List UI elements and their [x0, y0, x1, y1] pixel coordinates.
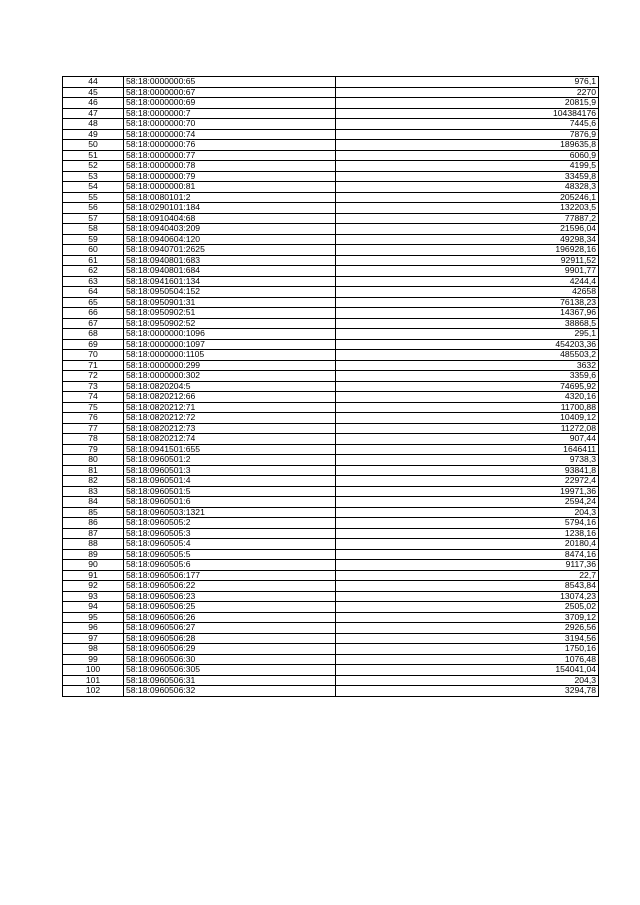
- area-value-cell: 38868,5: [336, 318, 599, 329]
- table-row: [63, 339, 599, 350]
- table-row: [63, 633, 599, 644]
- table-row: [63, 381, 599, 392]
- area-value-cell: 976,1: [336, 77, 599, 88]
- row-number-cell: 48: [63, 119, 124, 130]
- row-number-cell: 75: [63, 402, 124, 413]
- row-number-cell: 73: [63, 381, 124, 392]
- cadastral-number-cell: 58:18:0960506:177: [124, 570, 336, 581]
- area-value-cell: 3294,78: [336, 686, 599, 697]
- row-number-cell: 59: [63, 234, 124, 245]
- row-number-cell: 53: [63, 171, 124, 182]
- area-value-cell: 132203,5: [336, 203, 599, 214]
- area-value-cell: 1750,16: [336, 644, 599, 655]
- table-row: [63, 266, 599, 277]
- table-row: [63, 507, 599, 518]
- table-row: [63, 140, 599, 151]
- area-value-cell: 76138,23: [336, 297, 599, 308]
- area-value-cell: 7876,9: [336, 129, 599, 140]
- cadastral-number-cell: 58:18:0960506:25: [124, 602, 336, 613]
- table-row: [63, 245, 599, 256]
- table-row: [63, 518, 599, 529]
- table-row: [63, 77, 599, 88]
- table-row: [63, 108, 599, 119]
- cadastral-number-cell: 58:18:0960506:305: [124, 665, 336, 676]
- cadastral-number-cell: 58:18:0950504:152: [124, 287, 336, 298]
- area-value-cell: 454203,36: [336, 339, 599, 350]
- row-number-cell: 54: [63, 182, 124, 193]
- table-row: [63, 297, 599, 308]
- table-row: [63, 161, 599, 172]
- cadastral-number-cell: 58:18:0000000:1105: [124, 350, 336, 361]
- cadastral-number-cell: 58:18:0960505:3: [124, 528, 336, 539]
- cadastral-number-cell: 58:18:0960506:27: [124, 623, 336, 634]
- table-row: [63, 171, 599, 182]
- area-value-cell: 9901,77: [336, 266, 599, 277]
- area-value-cell: 10409,12: [336, 413, 599, 424]
- row-number-cell: 87: [63, 528, 124, 539]
- cadastral-number-cell: 58:18:0000000:67: [124, 87, 336, 98]
- cadastral-number-cell: 58:18:0960501:6: [124, 497, 336, 508]
- table-row: [63, 434, 599, 445]
- cadastral-number-cell: 58:18:0820212:71: [124, 402, 336, 413]
- cadastral-number-cell: 58:18:0960505:5: [124, 549, 336, 560]
- table-row: [63, 203, 599, 214]
- row-number-cell: 61: [63, 255, 124, 266]
- cadastral-number-cell: 58:18:0940604:120: [124, 234, 336, 245]
- row-number-cell: 50: [63, 140, 124, 151]
- row-number-cell: 78: [63, 434, 124, 445]
- area-value-cell: 1646411: [336, 444, 599, 455]
- table-row: [63, 98, 599, 109]
- table-row: [63, 528, 599, 539]
- row-number-cell: 98: [63, 644, 124, 655]
- area-value-cell: 196928,16: [336, 245, 599, 256]
- cadastral-number-cell: 58:18:0960501:3: [124, 465, 336, 476]
- row-number-cell: 81: [63, 465, 124, 476]
- table-row: [63, 612, 599, 623]
- cadastral-number-cell: 58:18:0960501:4: [124, 476, 336, 487]
- area-value-cell: 20180,4: [336, 539, 599, 550]
- area-value-cell: 77887,2: [336, 213, 599, 224]
- area-value-cell: 22,7: [336, 570, 599, 581]
- row-number-cell: 80: [63, 455, 124, 466]
- cadastral-number-cell: 58:18:0940701:2625: [124, 245, 336, 256]
- cadastral-number-cell: 58:18:0960506:29: [124, 644, 336, 655]
- row-number-cell: 46: [63, 98, 124, 109]
- area-value-cell: 154041,04: [336, 665, 599, 676]
- row-number-cell: 67: [63, 318, 124, 329]
- cadastral-number-cell: 58:18:0960506:31: [124, 675, 336, 686]
- cadastral-number-cell: 58:18:0960505:2: [124, 518, 336, 529]
- table-row: [63, 591, 599, 602]
- table-row: [63, 686, 599, 697]
- cadastral-number-cell: 58:18:0940801:683: [124, 255, 336, 266]
- row-number-cell: 92: [63, 581, 124, 592]
- area-value-cell: 11700,88: [336, 402, 599, 413]
- row-number-cell: 64: [63, 287, 124, 298]
- table-row: [63, 570, 599, 581]
- cadastral-number-cell: 58:18:0000000:74: [124, 129, 336, 140]
- row-number-cell: 57: [63, 213, 124, 224]
- row-number-cell: 102: [63, 686, 124, 697]
- area-value-cell: 49298,34: [336, 234, 599, 245]
- table-row: [63, 465, 599, 476]
- cadastral-number-cell: 58:18:0820212:74: [124, 434, 336, 445]
- area-value-cell: 3194,56: [336, 633, 599, 644]
- row-number-cell: 66: [63, 308, 124, 319]
- area-value-cell: 2505,02: [336, 602, 599, 613]
- table-row: [63, 644, 599, 655]
- table-row: [63, 119, 599, 130]
- table-row: [63, 402, 599, 413]
- row-number-cell: 86: [63, 518, 124, 529]
- cadastral-number-cell: 58:18:0910404:68: [124, 213, 336, 224]
- cadastral-number-cell: 58:18:0000000:299: [124, 360, 336, 371]
- cadastral-number-cell: 58:18:0820204:5: [124, 381, 336, 392]
- cadastral-number-cell: 58:18:0000000:1096: [124, 329, 336, 340]
- row-number-cell: 63: [63, 276, 124, 287]
- cadastral-number-cell: 58:18:0950902:51: [124, 308, 336, 319]
- row-number-cell: 90: [63, 560, 124, 571]
- table-row: [63, 224, 599, 235]
- table-row: [63, 318, 599, 329]
- row-number-cell: 85: [63, 507, 124, 518]
- area-value-cell: 205246,1: [336, 192, 599, 203]
- row-number-cell: 79: [63, 444, 124, 455]
- table-row: [63, 486, 599, 497]
- area-value-cell: 33459,8: [336, 171, 599, 182]
- area-value-cell: 485503,2: [336, 350, 599, 361]
- table-row: [63, 665, 599, 676]
- table-row: [63, 150, 599, 161]
- cadastral-number-cell: 58:18:0940801:684: [124, 266, 336, 277]
- table-row: [63, 675, 599, 686]
- table-row: [63, 476, 599, 487]
- row-number-cell: 58: [63, 224, 124, 235]
- table-row: [63, 182, 599, 193]
- cadastral-number-cell: 58:18:0950901:31: [124, 297, 336, 308]
- cadastral-number-cell: 58:18:0960505:4: [124, 539, 336, 550]
- parcel-table: [62, 76, 599, 697]
- row-number-cell: 100: [63, 665, 124, 676]
- area-value-cell: 204,3: [336, 507, 599, 518]
- row-number-cell: 55: [63, 192, 124, 203]
- area-value-cell: 22972,4: [336, 476, 599, 487]
- row-number-cell: 93: [63, 591, 124, 602]
- area-value-cell: 19971,36: [336, 486, 599, 497]
- cadastral-number-cell: 58:18:0000000:1097: [124, 339, 336, 350]
- table-row: [63, 497, 599, 508]
- cadastral-number-cell: 58:18:0000000:77: [124, 150, 336, 161]
- table-row: [63, 392, 599, 403]
- row-number-cell: 70: [63, 350, 124, 361]
- area-value-cell: 204,3: [336, 675, 599, 686]
- area-value-cell: 42658: [336, 287, 599, 298]
- row-number-cell: 99: [63, 654, 124, 665]
- area-value-cell: 9117,36: [336, 560, 599, 571]
- area-value-cell: 2926,56: [336, 623, 599, 634]
- area-value-cell: 4320,16: [336, 392, 599, 403]
- row-number-cell: 62: [63, 266, 124, 277]
- row-number-cell: 76: [63, 413, 124, 424]
- row-number-cell: 88: [63, 539, 124, 550]
- row-number-cell: 89: [63, 549, 124, 560]
- area-value-cell: 74695,92: [336, 381, 599, 392]
- area-value-cell: 11272,08: [336, 423, 599, 434]
- row-number-cell: 68: [63, 329, 124, 340]
- area-value-cell: 2270: [336, 87, 599, 98]
- area-value-cell: 295,1: [336, 329, 599, 340]
- table-row: [63, 308, 599, 319]
- table-row: [63, 329, 599, 340]
- cadastral-number-cell: 58:18:0960506:28: [124, 633, 336, 644]
- row-number-cell: 94: [63, 602, 124, 613]
- area-value-cell: 9738,3: [336, 455, 599, 466]
- row-number-cell: 44: [63, 77, 124, 88]
- table-row: [63, 444, 599, 455]
- row-number-cell: 71: [63, 360, 124, 371]
- area-value-cell: 8543,84: [336, 581, 599, 592]
- area-value-cell: 3359,6: [336, 371, 599, 382]
- area-value-cell: 6060,9: [336, 150, 599, 161]
- parcel-table-body: [63, 77, 599, 697]
- cadastral-number-cell: 58:18:0820212:73: [124, 423, 336, 434]
- cadastral-number-cell: 58:18:0820212:72: [124, 413, 336, 424]
- cadastral-number-cell: 58:18:0940403:209: [124, 224, 336, 235]
- area-value-cell: 2594,24: [336, 497, 599, 508]
- area-value-cell: 92911,52: [336, 255, 599, 266]
- table-row: [63, 360, 599, 371]
- row-number-cell: 83: [63, 486, 124, 497]
- table-row: [63, 255, 599, 266]
- table-row: [63, 87, 599, 98]
- table-row: [63, 423, 599, 434]
- cadastral-number-cell: 58:18:0941601:134: [124, 276, 336, 287]
- row-number-cell: 52: [63, 161, 124, 172]
- table-row: [63, 129, 599, 140]
- area-value-cell: 7445,6: [336, 119, 599, 130]
- area-value-cell: 13074,23: [336, 591, 599, 602]
- area-value-cell: 3709,12: [336, 612, 599, 623]
- cadastral-number-cell: 58:18:0960506:22: [124, 581, 336, 592]
- cadastral-number-cell: 58:18:0960503:1321: [124, 507, 336, 518]
- area-value-cell: 1076,48: [336, 654, 599, 665]
- cadastral-number-cell: 58:18:0960506:23: [124, 591, 336, 602]
- row-number-cell: 82: [63, 476, 124, 487]
- table-row: [63, 192, 599, 203]
- row-number-cell: 91: [63, 570, 124, 581]
- area-value-cell: 189635,8: [336, 140, 599, 151]
- row-number-cell: 77: [63, 423, 124, 434]
- table-row: [63, 234, 599, 245]
- cadastral-number-cell: 58:18:0290101:184: [124, 203, 336, 214]
- table-row: [63, 539, 599, 550]
- cadastral-number-cell: 58:18:0000000:70: [124, 119, 336, 130]
- cadastral-number-cell: 58:18:0820212:66: [124, 392, 336, 403]
- table-row: [63, 623, 599, 634]
- area-value-cell: 104384176: [336, 108, 599, 119]
- table-row: [63, 213, 599, 224]
- area-value-cell: 20815,9: [336, 98, 599, 109]
- area-value-cell: 4199,5: [336, 161, 599, 172]
- row-number-cell: 74: [63, 392, 124, 403]
- cadastral-number-cell: 58:18:0960506:30: [124, 654, 336, 665]
- area-value-cell: 48328,3: [336, 182, 599, 193]
- table-row: [63, 602, 599, 613]
- row-number-cell: 65: [63, 297, 124, 308]
- cadastral-number-cell: 58:18:0960501:5: [124, 486, 336, 497]
- cadastral-number-cell: 58:18:0000000:76: [124, 140, 336, 151]
- cadastral-number-cell: 58:18:0000000:79: [124, 171, 336, 182]
- table-row: [63, 654, 599, 665]
- row-number-cell: 101: [63, 675, 124, 686]
- cadastral-number-cell: 58:18:0000000:7: [124, 108, 336, 119]
- cadastral-number-cell: 58:18:0960506:32: [124, 686, 336, 697]
- table-row: [63, 371, 599, 382]
- table-row: [63, 276, 599, 287]
- cadastral-number-cell: 58:18:0960505:6: [124, 560, 336, 571]
- table-row: [63, 413, 599, 424]
- area-value-cell: 21596,04: [336, 224, 599, 235]
- table-row: [63, 287, 599, 298]
- cadastral-number-cell: 58:18:0000000:81: [124, 182, 336, 193]
- area-value-cell: 1238,16: [336, 528, 599, 539]
- table-row: [63, 455, 599, 466]
- area-value-cell: 14367,96: [336, 308, 599, 319]
- table-row: [63, 549, 599, 560]
- row-number-cell: 51: [63, 150, 124, 161]
- row-number-cell: 47: [63, 108, 124, 119]
- cadastral-number-cell: 58:18:0000000:302: [124, 371, 336, 382]
- row-number-cell: 60: [63, 245, 124, 256]
- table-row: [63, 560, 599, 571]
- cadastral-number-cell: 58:18:0080101:2: [124, 192, 336, 203]
- row-number-cell: 69: [63, 339, 124, 350]
- row-number-cell: 56: [63, 203, 124, 214]
- area-value-cell: 3632: [336, 360, 599, 371]
- area-value-cell: 93841,8: [336, 465, 599, 476]
- row-number-cell: 95: [63, 612, 124, 623]
- area-value-cell: 907,44: [336, 434, 599, 445]
- cadastral-number-cell: 58:18:0960501:2: [124, 455, 336, 466]
- area-value-cell: 5794,16: [336, 518, 599, 529]
- cadastral-number-cell: 58:18:0960506:26: [124, 612, 336, 623]
- area-value-cell: 8474,16: [336, 549, 599, 560]
- row-number-cell: 97: [63, 633, 124, 644]
- row-number-cell: 72: [63, 371, 124, 382]
- table-row: [63, 350, 599, 361]
- cadastral-number-cell: 58:18:0000000:65: [124, 77, 336, 88]
- area-value-cell: 4244,4: [336, 276, 599, 287]
- cadastral-number-cell: 58:18:0950902:52: [124, 318, 336, 329]
- row-number-cell: 45: [63, 87, 124, 98]
- row-number-cell: 96: [63, 623, 124, 634]
- cadastral-number-cell: 58:18:0000000:78: [124, 161, 336, 172]
- row-number-cell: 84: [63, 497, 124, 508]
- cadastral-number-cell: 58:18:0000000:69: [124, 98, 336, 109]
- table-row: [63, 581, 599, 592]
- cadastral-number-cell: 58:18:0941501:655: [124, 444, 336, 455]
- row-number-cell: 49: [63, 129, 124, 140]
